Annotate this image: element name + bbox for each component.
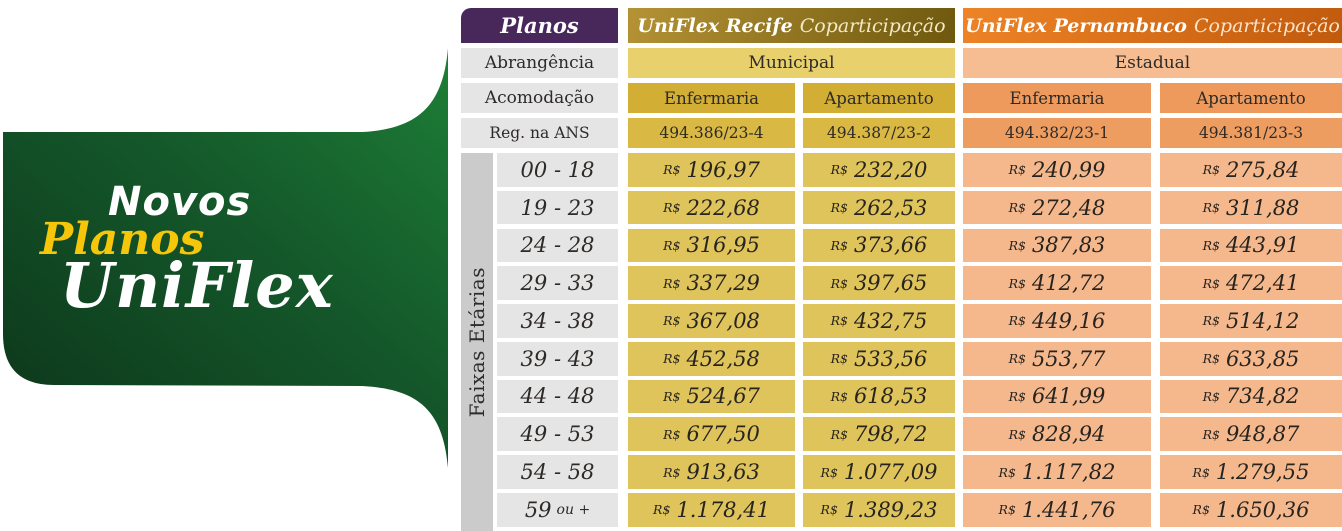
green-banner: [0, 0, 460, 531]
currency-symbol: R$: [1202, 351, 1220, 367]
accommodation-row: [461, 83, 1342, 113]
price-cell: R$ 240,99: [963, 153, 1151, 187]
age-range-cell: 39 - 43: [497, 342, 618, 376]
price-cell: R$ 1.178,41: [628, 493, 795, 527]
pernambuco-apartamento-header: Apartamento: [1160, 83, 1342, 113]
price-cell: R$ 641,99: [963, 380, 1151, 414]
pernambuco-apartamento-ans: 494.381/23-3: [1160, 118, 1342, 148]
currency-symbol: R$: [830, 313, 848, 329]
currency-symbol: R$: [663, 351, 681, 367]
pernambuco-enfermaria-ans: 494.382/23-1: [963, 118, 1151, 148]
table-row: [497, 304, 1342, 338]
age-brackets-block: [461, 153, 1342, 531]
price-cell: R$ 514,12: [1160, 304, 1342, 338]
currency-symbol: R$: [1192, 464, 1210, 480]
price-cell: R$ 443,91: [1160, 229, 1342, 263]
currency-symbol: R$: [830, 351, 848, 367]
ans-label: Reg. na ANS: [461, 118, 618, 148]
price-cell: R$ 1.279,55: [1160, 455, 1342, 489]
price-cell: R$ 798,72: [803, 417, 955, 451]
currency-symbol: R$: [663, 200, 681, 216]
price-cell: R$ 337,29: [628, 266, 795, 300]
price-cell: R$ 553,77: [963, 342, 1151, 376]
currency-symbol: R$: [663, 237, 681, 253]
price-cell: R$ 828,94: [963, 417, 1151, 451]
pernambuco-coverage-cell: Estadual: [963, 48, 1342, 78]
currency-symbol: R$: [820, 464, 838, 480]
age-range-cell: 19 - 23: [497, 191, 618, 225]
currency-symbol: R$: [998, 502, 1016, 518]
age-range-cell: 44 - 48: [497, 380, 618, 414]
age-brackets-side-label: [461, 153, 493, 531]
currency-symbol: R$: [1008, 351, 1026, 367]
currency-symbol: R$: [663, 464, 681, 480]
currency-symbol: R$: [1008, 275, 1026, 291]
currency-symbol: R$: [1008, 313, 1026, 329]
table-row: [497, 493, 1342, 527]
currency-symbol: R$: [1008, 237, 1026, 253]
header-row: [461, 8, 1342, 43]
age-range-cell: 34 - 38: [497, 304, 618, 338]
coverage-label: Abrangência: [461, 48, 618, 78]
recife-group-name: UniFlex Recife: [637, 14, 793, 37]
recife-group-suffix: Coparticipação: [799, 14, 946, 37]
age-price-rows: [497, 153, 1342, 531]
currency-symbol: R$: [830, 237, 848, 253]
price-cell: R$ 232,20: [803, 153, 955, 187]
price-cell: R$ 1.077,09: [803, 455, 955, 489]
price-cell: R$ 677,50: [628, 417, 795, 451]
currency-symbol: R$: [663, 426, 681, 442]
table-row: [497, 153, 1342, 187]
recife-enfermaria-ans: 494.386/23-4: [628, 118, 795, 148]
price-cell: R$ 196,97: [628, 153, 795, 187]
price-cell: R$ 1.650,36: [1160, 493, 1342, 527]
price-cell: R$ 1.389,23: [803, 493, 955, 527]
price-cell: R$ 452,58: [628, 342, 795, 376]
age-range-cell: 24 - 28: [497, 229, 618, 263]
table-row: [497, 229, 1342, 263]
age-range-cell: 54 - 58: [497, 455, 618, 489]
table-row: [497, 380, 1342, 414]
price-cell: R$ 633,85: [1160, 342, 1342, 376]
price-cell: R$ 734,82: [1160, 380, 1342, 414]
pernambuco-group-suffix: Coparticipação: [1193, 14, 1340, 37]
currency-symbol: R$: [1202, 162, 1220, 178]
price-cell: R$ 397,65: [803, 266, 955, 300]
currency-symbol: R$: [830, 162, 848, 178]
recife-coverage-cell: Municipal: [628, 48, 955, 78]
currency-symbol: R$: [653, 502, 671, 518]
currency-symbol: R$: [830, 200, 848, 216]
banner-line-novos: Novos: [108, 179, 252, 225]
table-row: [497, 191, 1342, 225]
banner-line-planos: Planos: [40, 214, 205, 265]
age-range-cell: 29 - 33: [497, 266, 618, 300]
currency-symbol: R$: [1008, 426, 1026, 442]
banner-line-uniflex: UniFlex: [60, 249, 334, 322]
recife-enfermaria-header: Enfermaria: [628, 83, 795, 113]
price-cell: R$ 387,83: [963, 229, 1151, 263]
currency-symbol: R$: [1202, 388, 1220, 404]
age-range-cell: 00 - 18: [497, 153, 618, 187]
price-table: [461, 8, 1342, 531]
currency-symbol: R$: [1192, 502, 1210, 518]
pernambuco-enfermaria-header: Enfermaria: [963, 83, 1151, 113]
price-cell: R$ 367,08: [628, 304, 795, 338]
price-cell: R$ 373,66: [803, 229, 955, 263]
price-cell: R$ 432,75: [803, 304, 955, 338]
currency-symbol: R$: [1008, 200, 1026, 216]
currency-symbol: R$: [820, 502, 838, 518]
coverage-row: [461, 48, 1342, 78]
recife-apartamento-header: Apartamento: [803, 83, 955, 113]
currency-symbol: R$: [1202, 313, 1220, 329]
accommodation-label: Acomodação: [461, 83, 618, 113]
recife-apartamento-ans: 494.387/23-2: [803, 118, 955, 148]
currency-symbol: R$: [830, 275, 848, 291]
price-cell: R$ 222,68: [628, 191, 795, 225]
price-cell: R$ 618,53: [803, 380, 955, 414]
price-cell: R$ 272,48: [963, 191, 1151, 225]
price-cell: R$ 311,88: [1160, 191, 1342, 225]
currency-symbol: R$: [1008, 162, 1026, 178]
price-cell: R$ 524,67: [628, 380, 795, 414]
pernambuco-group-name: UniFlex Pernambuco: [965, 14, 1187, 37]
price-cell: R$ 913,63: [628, 455, 795, 489]
price-cell: R$ 275,84: [1160, 153, 1342, 187]
price-cell: R$ 316,95: [628, 229, 795, 263]
table-row: [497, 455, 1342, 489]
currency-symbol: R$: [1008, 388, 1026, 404]
ans-registration-row: [461, 118, 1342, 148]
plans-corner-header: Planos: [461, 8, 618, 43]
age-range-cell: 49 - 53: [497, 417, 618, 451]
currency-symbol: R$: [998, 464, 1016, 480]
price-cell: R$ 1.117,82: [963, 455, 1151, 489]
table-row: [497, 266, 1342, 300]
currency-symbol: R$: [1202, 200, 1220, 216]
currency-symbol: R$: [663, 313, 681, 329]
currency-symbol: R$: [1202, 426, 1220, 442]
age-brackets-side-label-text: Faixas Etárias: [465, 266, 489, 418]
currency-symbol: R$: [1202, 275, 1220, 291]
currency-symbol: R$: [830, 388, 848, 404]
table-row: [497, 417, 1342, 451]
price-cell: R$ 533,56: [803, 342, 955, 376]
age-range-cell: 59 ou +: [497, 493, 618, 527]
currency-symbol: R$: [830, 426, 848, 442]
price-cell: R$ 412,72: [963, 266, 1151, 300]
currency-symbol: R$: [663, 388, 681, 404]
price-cell: R$ 262,53: [803, 191, 955, 225]
price-cell: R$ 472,41: [1160, 266, 1342, 300]
table-row: [497, 342, 1342, 376]
pernambuco-group-header: [963, 8, 1342, 43]
price-cell: R$ 449,16: [963, 304, 1151, 338]
currency-symbol: R$: [663, 275, 681, 291]
price-cell: R$ 1.441,76: [963, 493, 1151, 527]
currency-symbol: R$: [1202, 237, 1220, 253]
price-cell: R$ 948,87: [1160, 417, 1342, 451]
recife-group-header: [628, 8, 955, 43]
currency-symbol: R$: [663, 162, 681, 178]
